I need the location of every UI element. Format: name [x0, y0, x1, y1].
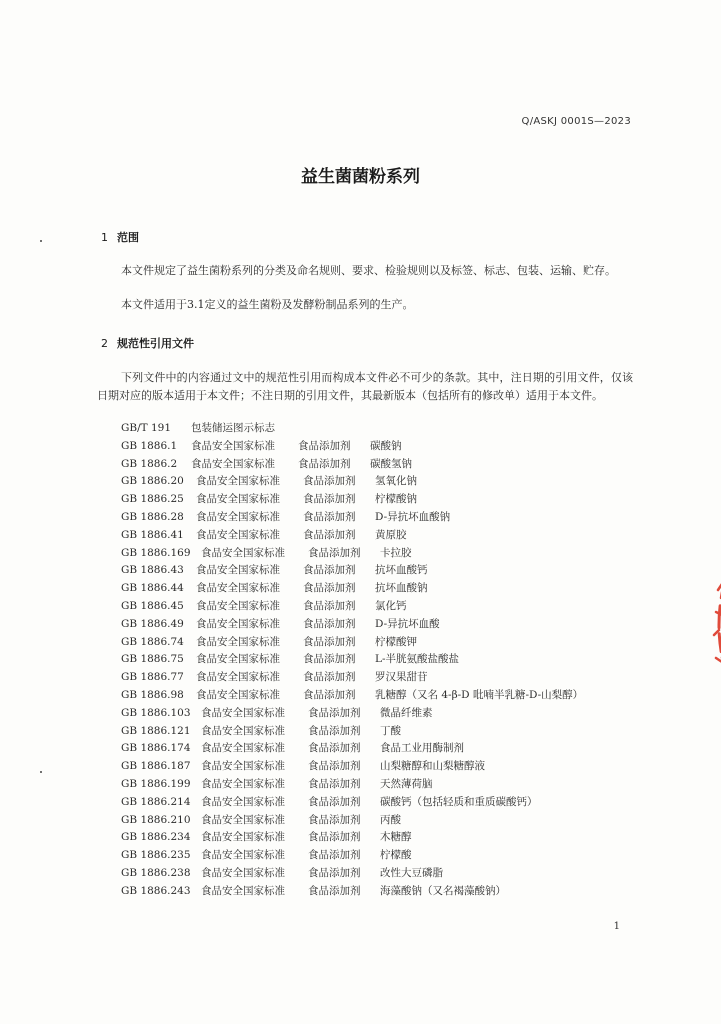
reference-item — [121, 883, 641, 901]
reference-standard: 食品安全国家标准 — [201, 795, 285, 808]
reference-code: GB 1886.74 — [121, 635, 184, 648]
reference-item — [121, 847, 641, 865]
reference-code: GB 1886.20 — [121, 475, 184, 488]
reference-standard: 食品安全国家标准 — [196, 493, 280, 506]
reference-name: 食品工业用酶制剂 — [380, 742, 464, 755]
reference-category: 食品添加剂 — [308, 546, 361, 559]
reference-standard: 食品安全国家标准 — [196, 510, 280, 523]
reference-name: 抗坏血酸钠 — [375, 582, 428, 595]
standard-code: Q/ASKJ 0001S—2023 — [521, 116, 631, 127]
reference-name: 碳酸钠 — [370, 439, 402, 452]
reference-code: GB 1886.169 — [121, 546, 191, 559]
reference-standard: 食品安全国家标准 — [201, 884, 285, 897]
section-2-intro: 下列文件中的内容通过文中的规范性引用而构成本文件必不可少的条款。其中，注日期的引用文件，仅该日期对应的版本适用于本文件；不注日期的引用文件，其最新版本（包括所有的修改单）适用于本文件。 — [97, 371, 633, 402]
reference-category: 食品添加剂 — [308, 777, 361, 790]
reference-standard: 食品安全国家标准 — [201, 742, 285, 755]
reference-item — [121, 812, 641, 830]
page-number: 1 — [613, 921, 620, 932]
reference-code: GB 1886.2 — [121, 457, 178, 470]
reference-category: 食品添加剂 — [303, 635, 356, 648]
reference-category: 食品添加剂 — [308, 760, 361, 773]
reference-code: GB 1886.49 — [121, 617, 184, 630]
reference-category: 食品添加剂 — [308, 884, 361, 897]
reference-code: GB 1886.121 — [121, 724, 191, 737]
section-2-title: 规范性引用文件 — [117, 337, 194, 350]
reference-code: GB 1886.98 — [121, 688, 184, 701]
reference-name: 柠檬酸钾 — [375, 635, 417, 648]
reference-item — [121, 758, 641, 776]
reference-name: 碳酸钙（包括轻质和重质碳酸钙） — [380, 795, 538, 808]
reference-name: D-异抗坏血酸 — [375, 617, 440, 630]
reference-standard: 食品安全国家标准 — [201, 724, 285, 737]
reference-category: 食品添加剂 — [303, 617, 356, 630]
reference-name: 木糖醇 — [380, 831, 412, 844]
reference-category: 食品添加剂 — [308, 813, 361, 826]
reference-code: GB 1886.75 — [121, 653, 184, 666]
reference-item — [121, 723, 641, 741]
reference-category: 食品添加剂 — [298, 439, 351, 452]
reference-item — [121, 598, 641, 616]
reference-standard: 食品安全国家标准 — [196, 564, 280, 577]
reference-category: 食品添加剂 — [303, 653, 356, 666]
reference-name: 乳糖醇（又名 4-β-D 吡喃半乳糖-D-山梨醇） — [375, 688, 584, 701]
reference-code: GB 1886.238 — [121, 866, 191, 879]
reference-standard: 食品安全国家标准 — [191, 457, 275, 470]
section-1-heading — [101, 229, 139, 245]
reference-standard: 食品安全国家标准 — [196, 635, 280, 648]
reference-item — [121, 865, 641, 883]
reference-category: 食品添加剂 — [308, 831, 361, 844]
reference-code: GB 1886.1 — [121, 439, 178, 452]
reference-name: 柠檬酸 — [380, 849, 412, 862]
reference-name: 微晶纤维素 — [380, 706, 433, 719]
reference-standard: 食品安全国家标准 — [201, 849, 285, 862]
reference-standard: 食品安全国家标准 — [196, 599, 280, 612]
reference-category: 食品添加剂 — [308, 866, 361, 879]
reference-category: 食品添加剂 — [303, 528, 356, 541]
reference-category: 食品添加剂 — [303, 493, 356, 506]
reference-code: GB 1886.45 — [121, 599, 184, 612]
reference-category: 食品添加剂 — [308, 742, 361, 755]
section-1-paragraph-1: 本文件规定了益生菌粉系列的分类及命名规则、要求、检验规则以及标签、标志、包装、运输、贮存。 — [121, 264, 616, 277]
reference-name: 碳酸氢钠 — [370, 457, 412, 470]
reference-standard: 食品安全国家标准 — [196, 475, 280, 488]
reference-standard: 食品安全国家标准 — [201, 813, 285, 826]
reference-code: GB 1886.28 — [121, 510, 184, 523]
reference-category: 食品添加剂 — [308, 706, 361, 719]
section-2-heading — [101, 335, 194, 351]
reference-item — [121, 740, 641, 758]
reference-code: GB 1886.199 — [121, 777, 191, 790]
reference-item — [121, 473, 641, 491]
reference-item — [121, 634, 641, 652]
scan-speck — [40, 771, 42, 773]
reference-category: 食品添加剂 — [308, 795, 361, 808]
reference-name: 山梨糖醇和山梨糖醇液 — [380, 760, 485, 773]
reference-code: GB 1886.234 — [121, 831, 191, 844]
reference-standard: 食品安全国家标准 — [196, 671, 280, 684]
reference-item — [121, 794, 641, 812]
reference-item — [121, 776, 641, 794]
reference-code: GB 1886.235 — [121, 849, 191, 862]
reference-item — [121, 527, 641, 545]
section-1-number: 1 — [101, 231, 108, 244]
reference-standard: 食品安全国家标准 — [201, 706, 285, 719]
reference-category: 食品添加剂 — [303, 475, 356, 488]
reference-code: GB 1886.187 — [121, 760, 191, 773]
reference-code: GB 1886.41 — [121, 528, 184, 541]
reference-item — [121, 651, 641, 669]
reference-item — [121, 456, 641, 474]
reference-item — [121, 562, 641, 580]
reference-item — [121, 491, 641, 509]
reference-name: 海藻酸钠（又名褐藻酸钠） — [380, 884, 506, 897]
reference-code: GB 1886.243 — [121, 884, 191, 897]
reference-name: 抗坏血酸钙 — [375, 564, 428, 577]
reference-code: GB 1886.174 — [121, 742, 191, 755]
reference-item — [121, 687, 641, 705]
reference-standard: 食品安全国家标准 — [201, 546, 285, 559]
reference-category: 食品添加剂 — [303, 510, 356, 523]
reference-item — [121, 438, 641, 456]
reference-standard: 食品安全国家标准 — [196, 617, 280, 630]
reference-code: GB/T 191 — [121, 422, 172, 434]
reference-category: 食品添加剂 — [308, 849, 361, 862]
reference-category: 食品添加剂 — [303, 564, 356, 577]
reference-item — [121, 509, 641, 527]
reference-standard: 食品安全国家标准 — [196, 528, 280, 541]
document-title: 益生菌菌粉系列 — [301, 167, 420, 187]
reference-name: 氢氧化钠 — [375, 475, 417, 488]
reference-category: 食品添加剂 — [303, 671, 356, 684]
reference-name: 黄原胶 — [375, 528, 407, 541]
reference-name: 丙酸 — [380, 813, 401, 826]
reference-name: 罗汉果甜苷 — [375, 671, 428, 684]
reference-standard: 包装储运图示标志 — [191, 422, 275, 434]
reference-category: 食品添加剂 — [303, 599, 356, 612]
reference-code: GB 1886.43 — [121, 564, 184, 577]
reference-standard: 食品安全国家标准 — [201, 831, 285, 844]
reference-item — [121, 616, 641, 634]
reference-code: GB 1886.210 — [121, 813, 191, 826]
reference-code: GB 1886.77 — [121, 671, 184, 684]
reference-standard: 食品安全国家标准 — [201, 777, 285, 790]
reference-item — [121, 705, 641, 723]
reference-standard: 食品安全国家标准 — [196, 688, 280, 701]
reference-list — [121, 420, 641, 901]
section-1-title: 范围 — [117, 231, 139, 244]
reference-name: 卡拉胶 — [380, 546, 412, 559]
reference-name: D-异抗坏血酸钠 — [375, 510, 451, 523]
reference-item — [121, 669, 641, 687]
reference-standard: 食品安全国家标准 — [201, 866, 285, 879]
section-2-number: 2 — [101, 337, 108, 350]
reference-name: L-半胱氨酸盐酸盐 — [375, 653, 460, 666]
reference-code: GB 1886.25 — [121, 493, 184, 506]
reference-name: 天然薄荷脑 — [380, 777, 433, 790]
reference-item — [121, 829, 641, 847]
reference-category: 食品添加剂 — [303, 688, 356, 701]
reference-standard: 食品安全国家标准 — [196, 653, 280, 666]
reference-code: GB 1886.44 — [121, 582, 184, 595]
reference-standard: 食品安全国家标准 — [201, 760, 285, 773]
section-1-paragraph-2: 本文件适用于3.1定义的益生菌粉及发酵粉制品系列的生产。 — [121, 298, 414, 311]
reference-code: GB 1886.103 — [121, 706, 191, 719]
reference-item — [121, 545, 641, 563]
reference-name: 氯化钙 — [375, 599, 407, 612]
scan-speck — [40, 240, 42, 242]
reference-category: 食品添加剂 — [303, 582, 356, 595]
reference-name: 丁酸 — [380, 724, 401, 737]
reference-name: 柠檬酸钠 — [375, 493, 417, 506]
red-seal-stamp-edge — [700, 560, 721, 690]
reference-standard: 食品安全国家标准 — [191, 439, 275, 452]
reference-item — [121, 580, 641, 598]
reference-category: 食品添加剂 — [308, 724, 361, 737]
reference-name: 改性大豆磷脂 — [380, 866, 443, 879]
reference-standard: 食品安全国家标准 — [196, 582, 280, 595]
reference-code: GB 1886.214 — [121, 795, 191, 808]
reference-item — [121, 420, 641, 438]
reference-category: 食品添加剂 — [298, 457, 351, 470]
